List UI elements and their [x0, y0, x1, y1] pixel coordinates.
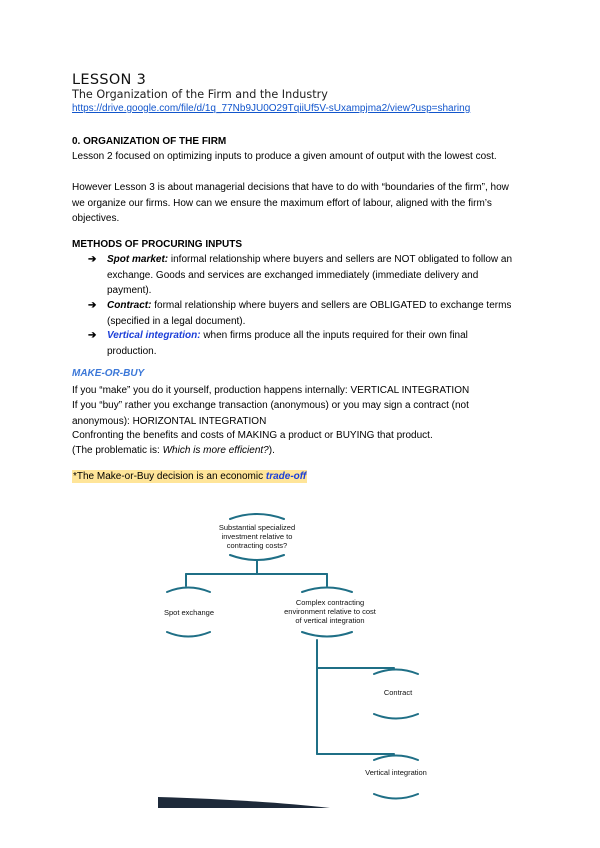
term-contract: Contract: [107, 300, 152, 311]
contract-node-top-arc [374, 670, 418, 675]
definition-vertical-integration: when firms produce all the inputs required for their own final production. [107, 330, 468, 357]
vertical-node-bottom-arc [374, 794, 418, 799]
lesson-subtitle: The Organization of the Firm and the Industry [72, 88, 328, 101]
complex-node-top-arc [302, 588, 352, 593]
vertical-node-top-arc [374, 756, 418, 761]
make-or-buy-decision-tree [0, 505, 600, 835]
make-line: If you “make” you do it yourself, production happens internally: VERTICAL INTEGRATION [72, 385, 470, 396]
paragraph-lesson3: However Lesson 3 is about managerial decisions that have to do with “boundaries of the firm”, how we organize our firms. How can we ensure the maximum effort of labour, aligned with the firm’s objectives. [72, 182, 509, 224]
arrow-bullet-icon: ➔ [88, 330, 97, 341]
section-heading-methods: METHODS OF PROCURING INPUTS [72, 239, 243, 250]
complex-node-bottom-arc [302, 632, 352, 637]
section-heading-organization: 0. ORGANIZATION OF THE FIRM [72, 136, 227, 147]
root-node-label: Substantial specialized investment relative to contracting costs? [218, 523, 296, 550]
lesson-title: LESSON 3 [72, 72, 147, 88]
root-node-top-arc [230, 514, 284, 519]
make-or-buy-heading: MAKE-OR-BUY [72, 368, 145, 379]
buy-line: If you “buy” rather you exchange transaction (anonymous) or you may sign a contract (not anonymous): HORIZONTAL INTEGRATION [72, 400, 469, 427]
definition-spot-market: informal relationship where buyers and sellers are NOT obligated to follow an exchange. Goods and services are exchanged immediately (immediate delivery and payment). [107, 254, 513, 296]
spot-node-top-arc [167, 588, 210, 593]
problematic-question: Which is more efficient? [162, 445, 269, 456]
drive-link[interactable]: https://drive.google.com/file/d/1q_77Nb9JU0O29TqiiUf5V-sUxampjma2/view?usp=sharing [72, 103, 471, 114]
term-spot-market: Spot market: [107, 254, 169, 265]
spot-exchange-label: Spot exchange [163, 608, 215, 617]
paragraph-lesson2: Lesson 2 focused on optimizing inputs to produce a given amount of output with the lowest cost. [72, 151, 497, 162]
cropped-graphic-edge [158, 797, 330, 808]
trade-off-term: trade-off [265, 471, 307, 482]
confronting-line: Confronting the benefits and costs of MAKING a product or BUYING that product. [72, 430, 433, 441]
problematic-line: (The problematic is: Which is more efficient?). [72, 445, 275, 456]
vertical-integration-label: Vertical integration [365, 768, 427, 777]
list-item-vertical-integration [88, 328, 520, 359]
definition-contract: formal relationship where buyers and sellers are OBLIGATED to exchange terms (specified in a legal document). [107, 300, 512, 327]
list-item-contract [88, 298, 520, 329]
contract-node-bottom-arc [374, 714, 418, 719]
arrow-bullet-icon: ➔ [88, 254, 97, 265]
list-item-spot-market [88, 252, 520, 299]
complex-node-label: Complex contracting environment relative to cost of vertical integration [284, 598, 376, 625]
spot-node-bottom-arc [167, 632, 210, 637]
term-vertical-integration: Vertical integration: [107, 330, 201, 341]
contract-label: Contract [383, 688, 413, 697]
trade-off-highlight: *The Make-or-Buy decision is an economic trade-off [73, 471, 307, 482]
arrow-bullet-icon: ➔ [88, 300, 97, 311]
